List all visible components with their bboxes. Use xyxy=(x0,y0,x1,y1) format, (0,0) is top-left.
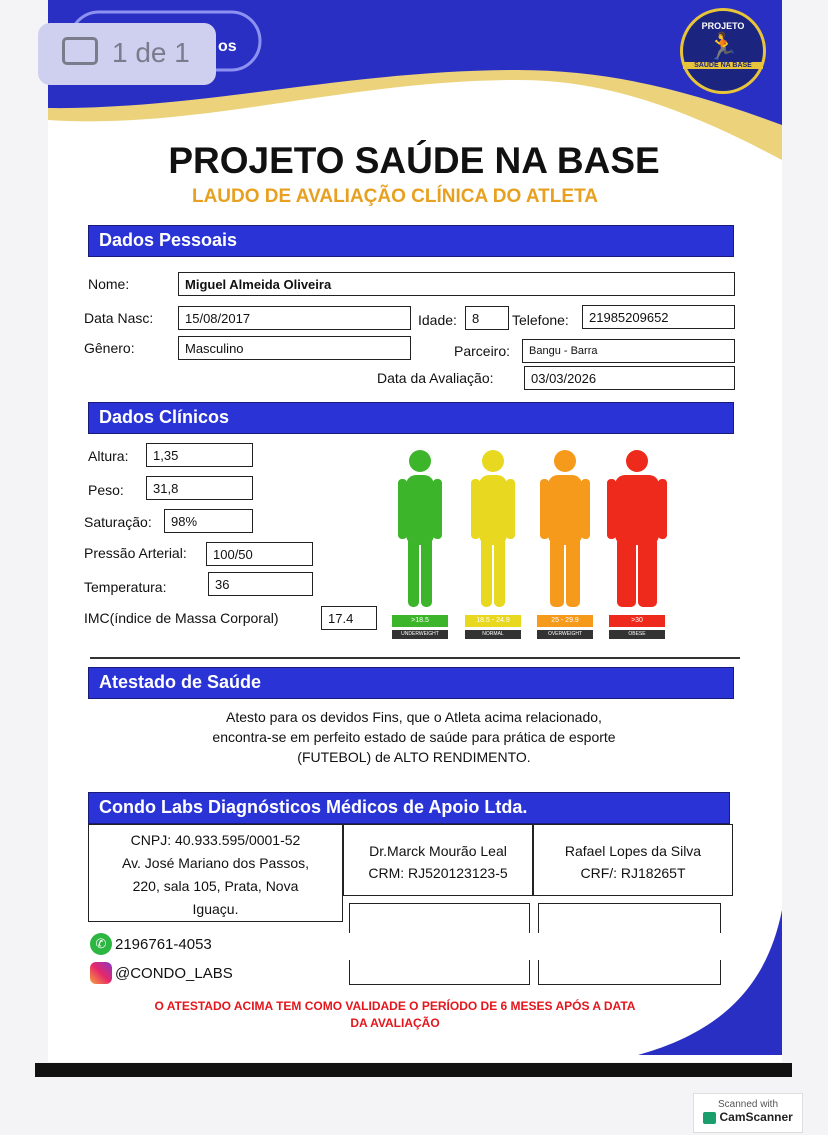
page-subtitle: LAUDO DE AVALIAÇÃO CLÍNICA DO ATLETA xyxy=(191,186,598,207)
dob-label: Data Nasc: xyxy=(84,310,154,326)
bp-label: Pressão Arterial: xyxy=(84,545,187,561)
body-figure-icon xyxy=(390,447,450,612)
height-label: Altura: xyxy=(88,448,129,464)
bmi-category-name: NORMAL xyxy=(465,630,521,639)
bmi-range: >18.5 xyxy=(392,615,448,627)
section-certificate: Atestado de Saúde xyxy=(88,667,734,699)
logo: PROJETO 🏃 SAÚDE NA BASE xyxy=(680,8,766,94)
cert-line: (FUTEBOL) de ALTO RENDIMENTO. xyxy=(297,749,531,765)
camscanner-icon xyxy=(703,1112,716,1124)
section-lab: Condo Labs Diagnósticos Médicos de Apoio Ltda. xyxy=(88,792,730,824)
bmi-range: 18.5 - 24.9 xyxy=(465,615,521,627)
certificate-text xyxy=(0,707,828,767)
signature-box xyxy=(538,960,721,985)
partner-field: Bangu - Barra xyxy=(522,339,735,363)
cnpj: CNPJ: 40.933.595/0001-52 xyxy=(130,832,301,848)
page-edge xyxy=(35,1063,792,1077)
weight-label: Peso: xyxy=(88,482,124,498)
body-figure-icon xyxy=(607,447,667,612)
whatsapp-contact xyxy=(90,933,212,955)
body-figure-icon xyxy=(463,447,523,612)
bmi-label: IMC(índice de Massa Corporal) xyxy=(84,610,279,626)
address: 220, sala 105, Prata, Nova xyxy=(132,878,299,894)
phone-field: 21985209652 xyxy=(582,305,735,329)
whatsapp-number: 2196761-4053 xyxy=(115,935,212,953)
pharmacist-box xyxy=(533,824,733,896)
signature-box xyxy=(349,960,530,985)
weight-field: 31,8 xyxy=(146,476,253,500)
validity-line: O ATESTADO ACIMA TEM COMO VALIDADE O PERÍODO DE 6 MESES APÓS A DATA xyxy=(154,999,636,1013)
name-field: Miguel Almeida Oliveira xyxy=(178,272,735,296)
bmi-range: 25 - 29.9 xyxy=(537,615,593,627)
scanner-brand: CamScanner xyxy=(719,1110,793,1124)
signature-box xyxy=(349,903,530,933)
section-personal: Dados Pessoais xyxy=(88,225,734,257)
pharmacist-name: Rafael Lopes da Silva xyxy=(564,843,702,859)
doctor-name: Dr.Marck Mourão Leal xyxy=(369,843,507,859)
doctor-crm: CRM: RJ520123123-5 xyxy=(368,865,508,881)
pill-text: os xyxy=(218,38,237,55)
saturation-label: Saturação: xyxy=(84,514,152,530)
age-field: 8 xyxy=(465,306,509,330)
age-label: Idade: xyxy=(418,312,457,328)
bmi-category-name: OBESE xyxy=(609,630,665,639)
body-figure-icon xyxy=(535,447,595,612)
section-clinical: Dados Clínicos xyxy=(88,402,734,434)
eval-date-label: Data da Avaliação: xyxy=(377,370,494,386)
cert-line: Atesto para os devidos Fins, que o Atleta acima relacionado, xyxy=(226,709,602,725)
bp-field: 100/50 xyxy=(206,542,313,566)
gender-label: Gênero: xyxy=(84,340,135,356)
temp-label: Temperatura: xyxy=(84,579,167,595)
scanner-line: Scanned with xyxy=(717,1099,779,1110)
partner-label: Parceiro: xyxy=(454,343,511,359)
address: Iguaçu. xyxy=(192,901,239,917)
page-title: PROJETO SAÚDE NA BASE xyxy=(168,140,660,181)
divider xyxy=(90,657,740,659)
gender-field: Masculino xyxy=(178,336,411,360)
cert-line: encontra-se em perfeito estado de saúde para prática de esporte xyxy=(212,729,616,745)
address: Av. José Mariano dos Passos, xyxy=(121,855,310,871)
bmi-category xyxy=(465,615,521,639)
height-field: 1,35 xyxy=(146,443,253,467)
bmi-field: 17.4 xyxy=(321,606,377,630)
bmi-category xyxy=(392,615,448,639)
doctor-box xyxy=(343,824,533,896)
phone-label: Telefone: xyxy=(512,312,569,328)
bmi-category-name: OVERWEIGHT xyxy=(537,630,593,639)
validity-note xyxy=(0,998,790,1032)
bmi-category xyxy=(609,615,665,639)
temp-field: 36 xyxy=(208,572,313,596)
instagram-contact xyxy=(90,962,233,984)
sidebar-icon xyxy=(62,37,98,65)
pharmacist-crf: CRF/: RJ18265T xyxy=(580,865,686,881)
dob-field: 15/08/2017 xyxy=(178,306,411,330)
whatsapp-icon: ✆ xyxy=(90,933,112,955)
lab-address-box xyxy=(88,824,343,922)
instagram-handle: @CONDO_LABS xyxy=(115,964,233,982)
instagram-icon xyxy=(90,962,112,984)
eval-date-field: 03/03/2026 xyxy=(524,366,735,390)
page-indicator[interactable] xyxy=(38,23,216,85)
camscanner-badge xyxy=(693,1093,803,1133)
signature-box xyxy=(538,903,721,933)
bmi-range: >30 xyxy=(609,615,665,627)
page-count: 1 de 1 xyxy=(112,37,190,68)
bmi-category xyxy=(537,615,593,639)
name-label: Nome: xyxy=(88,276,130,292)
validity-line: DA AVALIAÇÃO xyxy=(350,1016,440,1030)
bmi-category-name: UNDERWEIGHT xyxy=(392,630,448,639)
saturation-field: 98% xyxy=(164,509,253,533)
